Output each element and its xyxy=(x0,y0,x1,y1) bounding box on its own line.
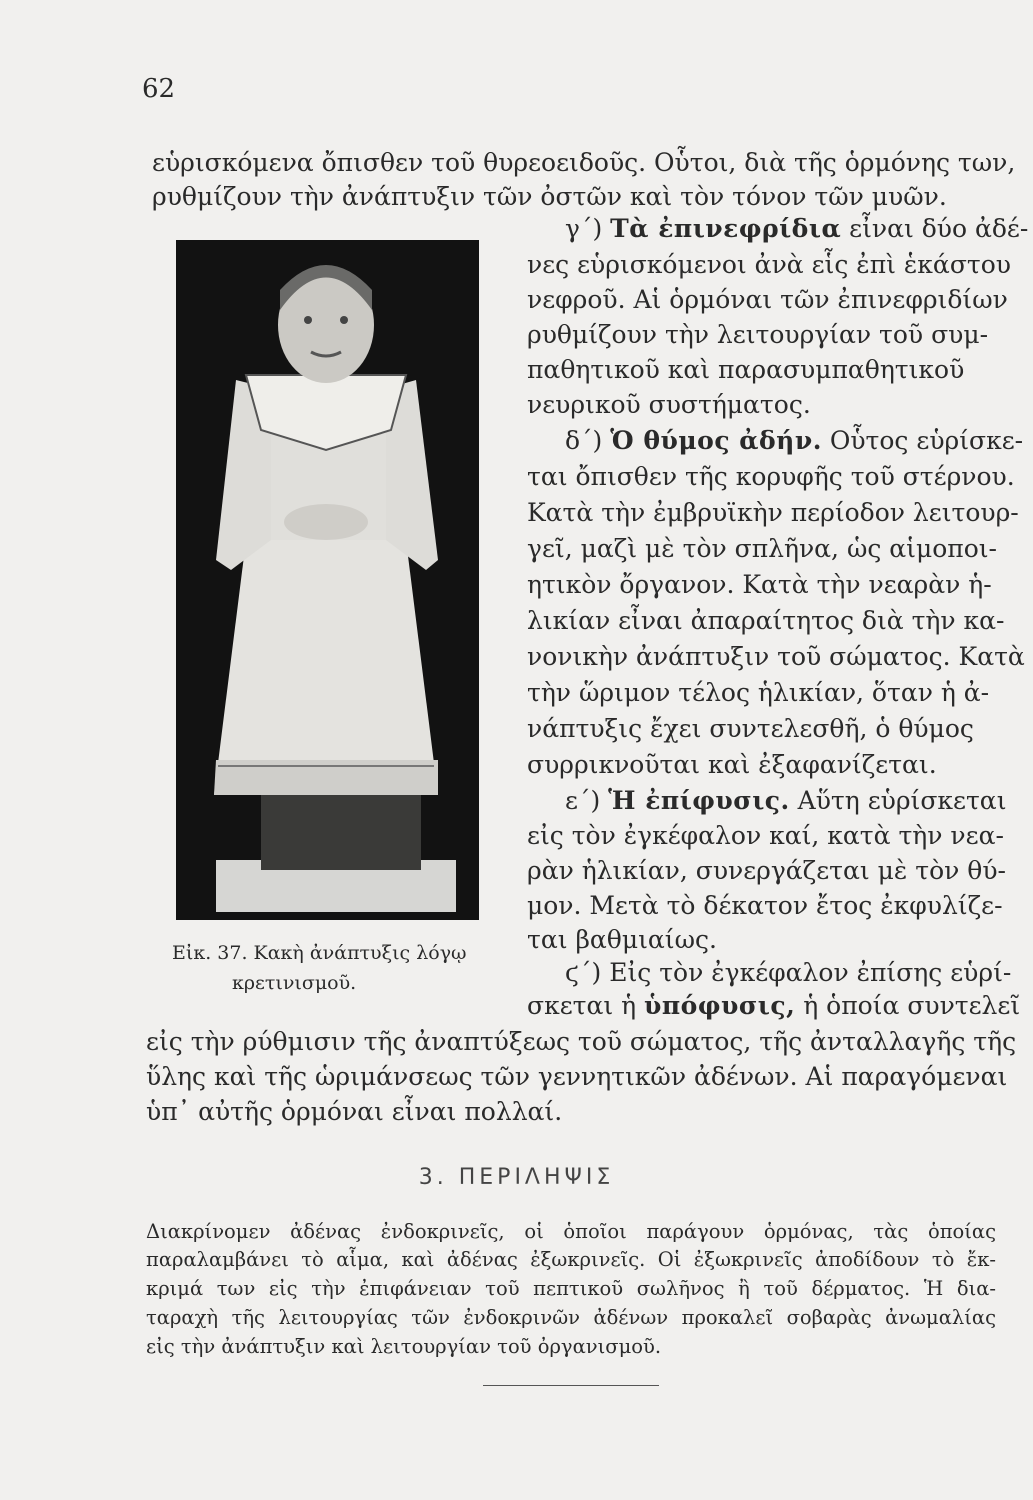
section-title: Ὁ θύμος ἀδήν. xyxy=(610,426,822,455)
body-line: νονικὴν ἀνάπτυξιν τοῦ σώματος. Κατὰ xyxy=(527,642,1025,671)
body-line: εὑρισκόμενα ὄπισθεν τοῦ θυρεοειδοῦς. Οὗτοι, διὰ τῆς ὁρμόνης των, xyxy=(152,148,1016,177)
section-term: ὑπόφυσις, xyxy=(644,991,796,1020)
section-text: σκεται ἡ xyxy=(527,991,645,1020)
section-title: Ἡ ἐπίφυσις. xyxy=(608,786,790,815)
summary-line: παραλαμβάνει τὸ αἷμα, καὶ ἀδένας ἐξωκρινεῖς. Οἱ ἐξωκρινεῖς ἀποδίδουν τὸ ἔκ- xyxy=(146,1248,996,1271)
body-line: εἰς τὴν ρύθμισιν τῆς ἀναπτύξεως τοῦ σώματος, τῆς ἀνταλλαγῆς τῆς xyxy=(146,1027,1017,1056)
body-line: ρὰν ἡλικίαν, συνεργάζεται μὲ τὸν θύ- xyxy=(527,856,1006,885)
section-text: εἶναι δύο ἀδέ- xyxy=(841,214,1029,243)
body-line: νεφροῦ. Αἱ ὁρμόναι τῶν ἐπινεφριδίων xyxy=(527,285,1008,314)
body-line: ρυθμίζουν τὴν λειτουργίαν τοῦ συμ- xyxy=(527,320,989,349)
figure-caption: Εἰκ. 37. Κακὴ ἀνάπτυξις λόγῳ xyxy=(172,942,467,964)
body-line: τὴν ὥριμον τέλος ἡλικίαν, ὅταν ἡ ἀ- xyxy=(527,678,990,707)
section-title: Τὰ ἐπινεφρίδια xyxy=(610,214,842,243)
body-line: ὕλης καὶ τῆς ὡριμάνσεως τῶν γεννητικῶν ἀδένων. Αἱ παραγόμεναι xyxy=(146,1062,1008,1091)
figure-caption: κρετινισμοῦ. xyxy=(232,972,357,994)
end-rule xyxy=(483,1385,659,1386)
figure-photo xyxy=(176,240,479,920)
body-line: νες εὑρισκόμενοι ἀνὰ εἷς ἐπὶ ἑκάστου xyxy=(527,250,1011,279)
body-line: μον. Μετὰ τὸ δέκατον ἔτος ἐκφυλίζε- xyxy=(527,891,1003,920)
body-line: ρυθμίζουν τὴν ἀνάπτυξιν τῶν ὀστῶν καὶ τὸν τόνον τῶν μυῶν. xyxy=(152,182,947,211)
body-line: ται ὄπισθεν τῆς κορυφῆς τοῦ στέρνου. xyxy=(527,462,1015,491)
body-line: νάπτυξις ἔχει συντελεσθῆ, ὁ θύμος xyxy=(527,714,974,743)
body-line: ὑπ᾿ αὐτῆς ὁρμόναι εἶναι πολλαί. xyxy=(146,1097,563,1126)
body-line: λικίαν εἶναι ἀπαραίτητος διὰ τὴν κα- xyxy=(527,606,1005,635)
body-line: συρρικνοῦται καὶ ἐξαφανίζεται. xyxy=(527,750,937,779)
section-epsilon-heading xyxy=(565,788,1007,813)
section-text: Οὗτος εὑρίσκε- xyxy=(821,426,1024,455)
body-line: εἰς τὸν ἐγκέφαλον καί, κατὰ τὴν νεα- xyxy=(527,821,1004,850)
body-line: Κατὰ τὴν ἐμβρυϊκὴν περίοδον λειτουρ- xyxy=(527,498,1019,527)
summary-line: κριμά των εἰς τὴν ἐπιφάνειαν τοῦ πεπτικοῦ σωλῆνος ἢ τοῦ δέρματος. Ἡ δια- xyxy=(146,1277,996,1300)
section-text: ἡ ὁποία συντελεῖ xyxy=(795,991,1021,1020)
body-line: ται βαθμιαίως. xyxy=(527,925,717,954)
section-prefix: γ΄) xyxy=(565,214,611,243)
summary-line: Διακρίνομεν ἀδένας ἐνδοκρινεῖς, οἱ ὁποῖοι παράγουν ὁρμόνας, τὰς ὁποίας xyxy=(146,1220,996,1243)
body-line: νευρικοῦ συστήματος. xyxy=(527,390,811,419)
summary-line: εἰς τὴν ἀνάπτυξιν καὶ λειτουργίαν τοῦ ὀργανισμοῦ. xyxy=(146,1335,662,1358)
body-line: γεῖ, μαζὶ μὲ τὸν σπλῆνα, ὡς αἱμοποι- xyxy=(527,534,997,563)
section-gamma-heading xyxy=(565,216,1028,241)
body-line: παθητικοῦ καὶ παρασυμπαθητικοῦ xyxy=(527,355,965,384)
section-text: Αὕτη εὑρίσκεται xyxy=(789,786,1007,815)
section-prefix: δ΄) xyxy=(565,426,611,455)
page-number: 62 xyxy=(142,74,176,104)
section-delta-heading xyxy=(565,428,1023,453)
body-line: ητικὸν ὄργανον. Κατὰ τὴν νεαρὰν ἡ- xyxy=(527,570,992,599)
body-line xyxy=(527,993,1020,1018)
section-stigma-heading: ϛ΄) Εἰς τὸν ἐγκέφαλον ἐπίσης εὑρί- xyxy=(565,958,1012,987)
summary-heading: 3. ΠΕΡΙΛΗΨΙΣ xyxy=(418,1165,615,1190)
section-prefix: ε΄) xyxy=(565,786,609,815)
summary-line: ταραχὴ τῆς λειτουργίας τῶν ἐνδοκρινῶν ἀδένων προκαλεῖ σοβαρὰς ἀνωμαλίας xyxy=(146,1306,996,1329)
